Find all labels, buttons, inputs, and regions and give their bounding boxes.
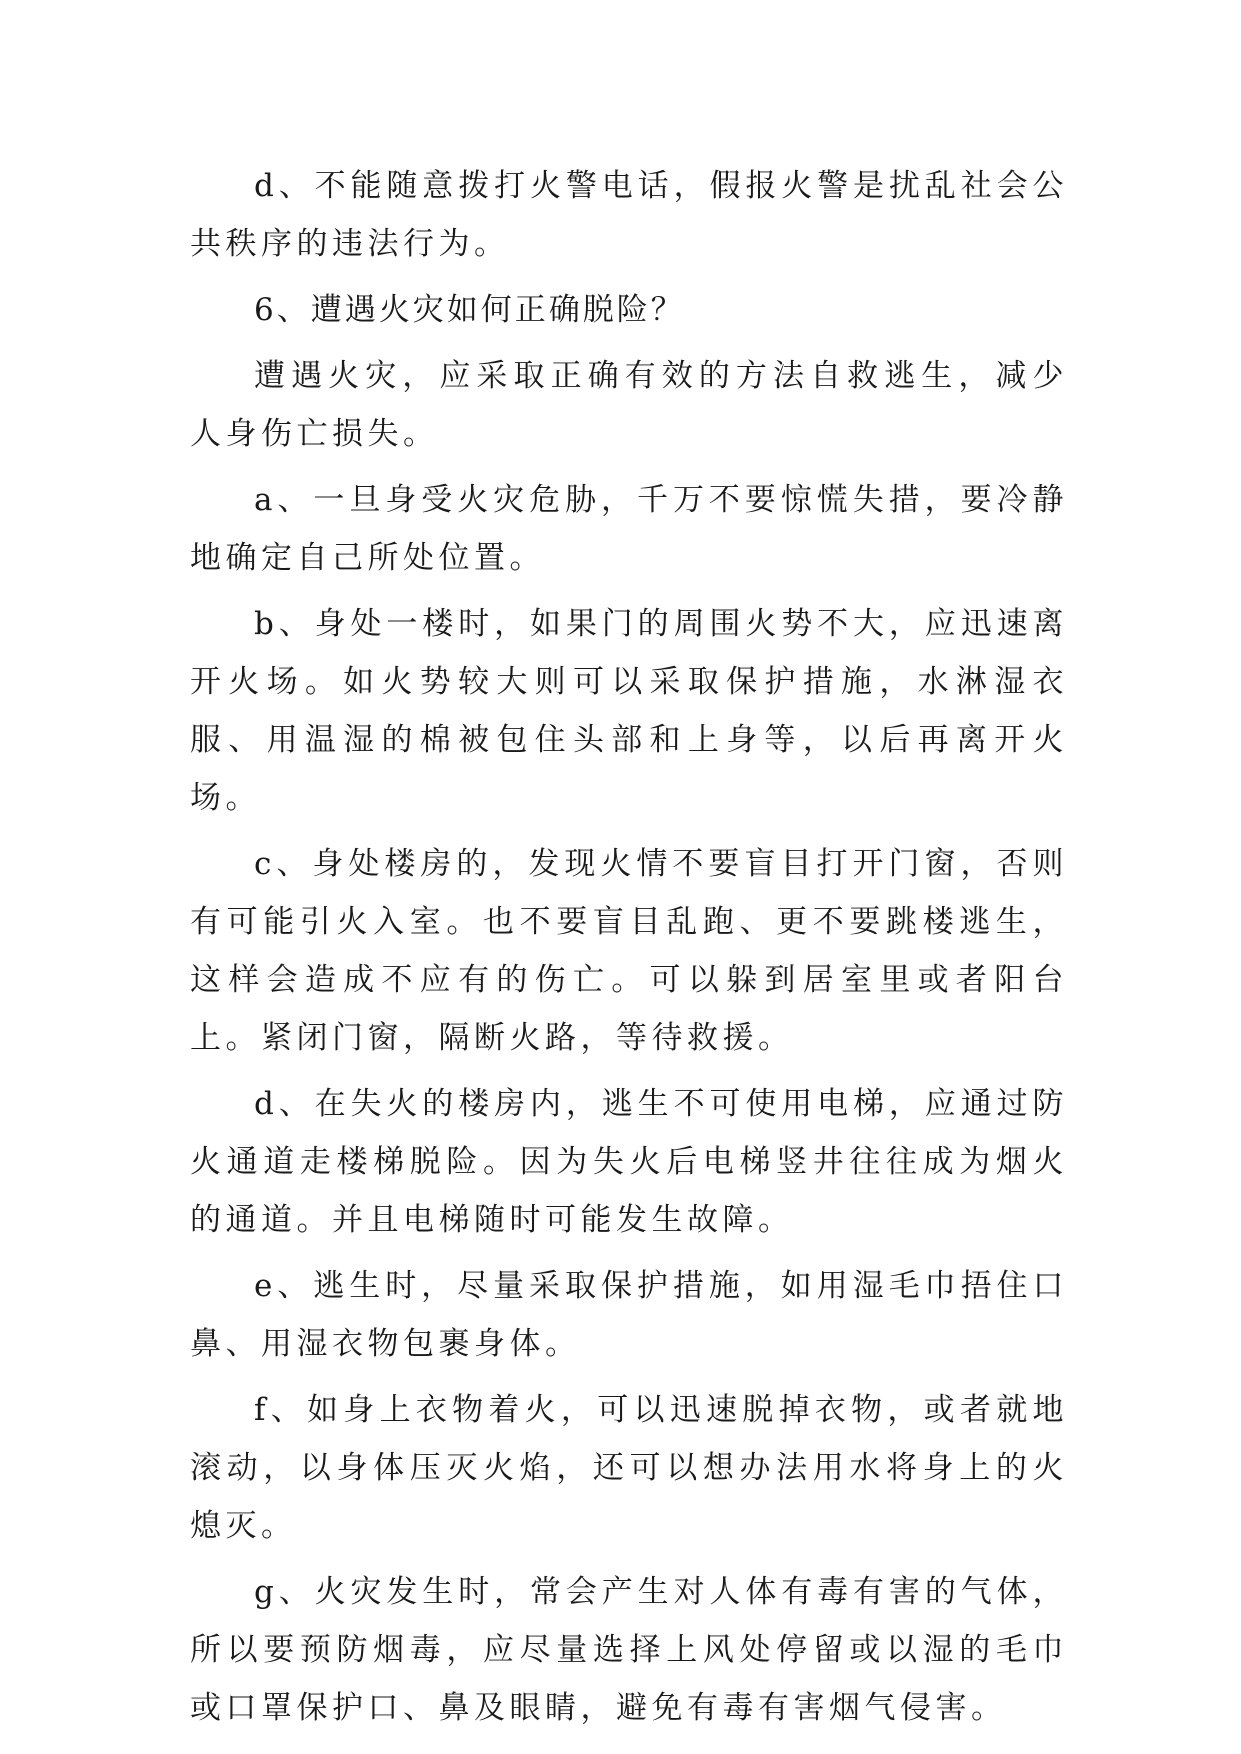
paragraph-item-d-elevator: d、在失火的楼房内，逃生不可使用电梯，应通过防火通道走楼梯脱险。因为失火后电梯竖井往往成为烟火的通道。并且电梯随时可能发生故障。: [190, 1086, 1068, 1238]
paragraph-item-b: b、身处一楼时，如果门的周围火势不大，应迅速离开火场。如火势较大则可以采取保护措施，水淋湿衣服、用温湿的棉被包住头部和上身等，以后再离开火场。: [190, 606, 1068, 816]
paragraph-intro: 遭遇火灾，应采取正确有效的方法自救逃生，减少人身伤亡损失。: [190, 358, 1068, 452]
paragraph-item-f: f、如身上衣物着火，可以迅速脱掉衣物，或者就地滚动，以身体压灭火焰，还可以想办法用水将身上的火熄灭。: [190, 1392, 1068, 1544]
paragraph-item-a: a、一旦身受火灾危胁，千万不要惊慌失措，要冷静地确定自己所处位置。: [190, 482, 1068, 576]
paragraph-item-g: g、火灾发生时，常会产生对人体有毒有害的气体，所以要预防烟毒，应尽量选择上风处停留或以湿的毛巾或口罩保护口、鼻及眼睛，避免有毒有害烟气侵害。: [190, 1574, 1068, 1726]
section-heading-escape: 6、遭遇火灾如何正确脱险？: [254, 292, 685, 328]
paragraph-item-e: e、逃生时，尽量采取保护措施，如用湿毛巾捂住口鼻、用湿衣物包裹身体。: [190, 1268, 1068, 1362]
paragraph-item-c: c、身处楼房的，发现火情不要盲目打开门窗，否则有可能引火入室。也不要盲目乱跑、更不要跳楼逃生，这样会造成不应有的伤亡。可以躲到居室里或者阳台上。紧闭门窗，隔断火路，等待救援。: [190, 846, 1068, 1056]
paragraph-item-d-false-alarm: d、不能随意拨打火警电话，假报火警是扰乱社会公共秩序的违法行为。: [190, 168, 1068, 262]
document-body: [190, 157, 1068, 1745]
